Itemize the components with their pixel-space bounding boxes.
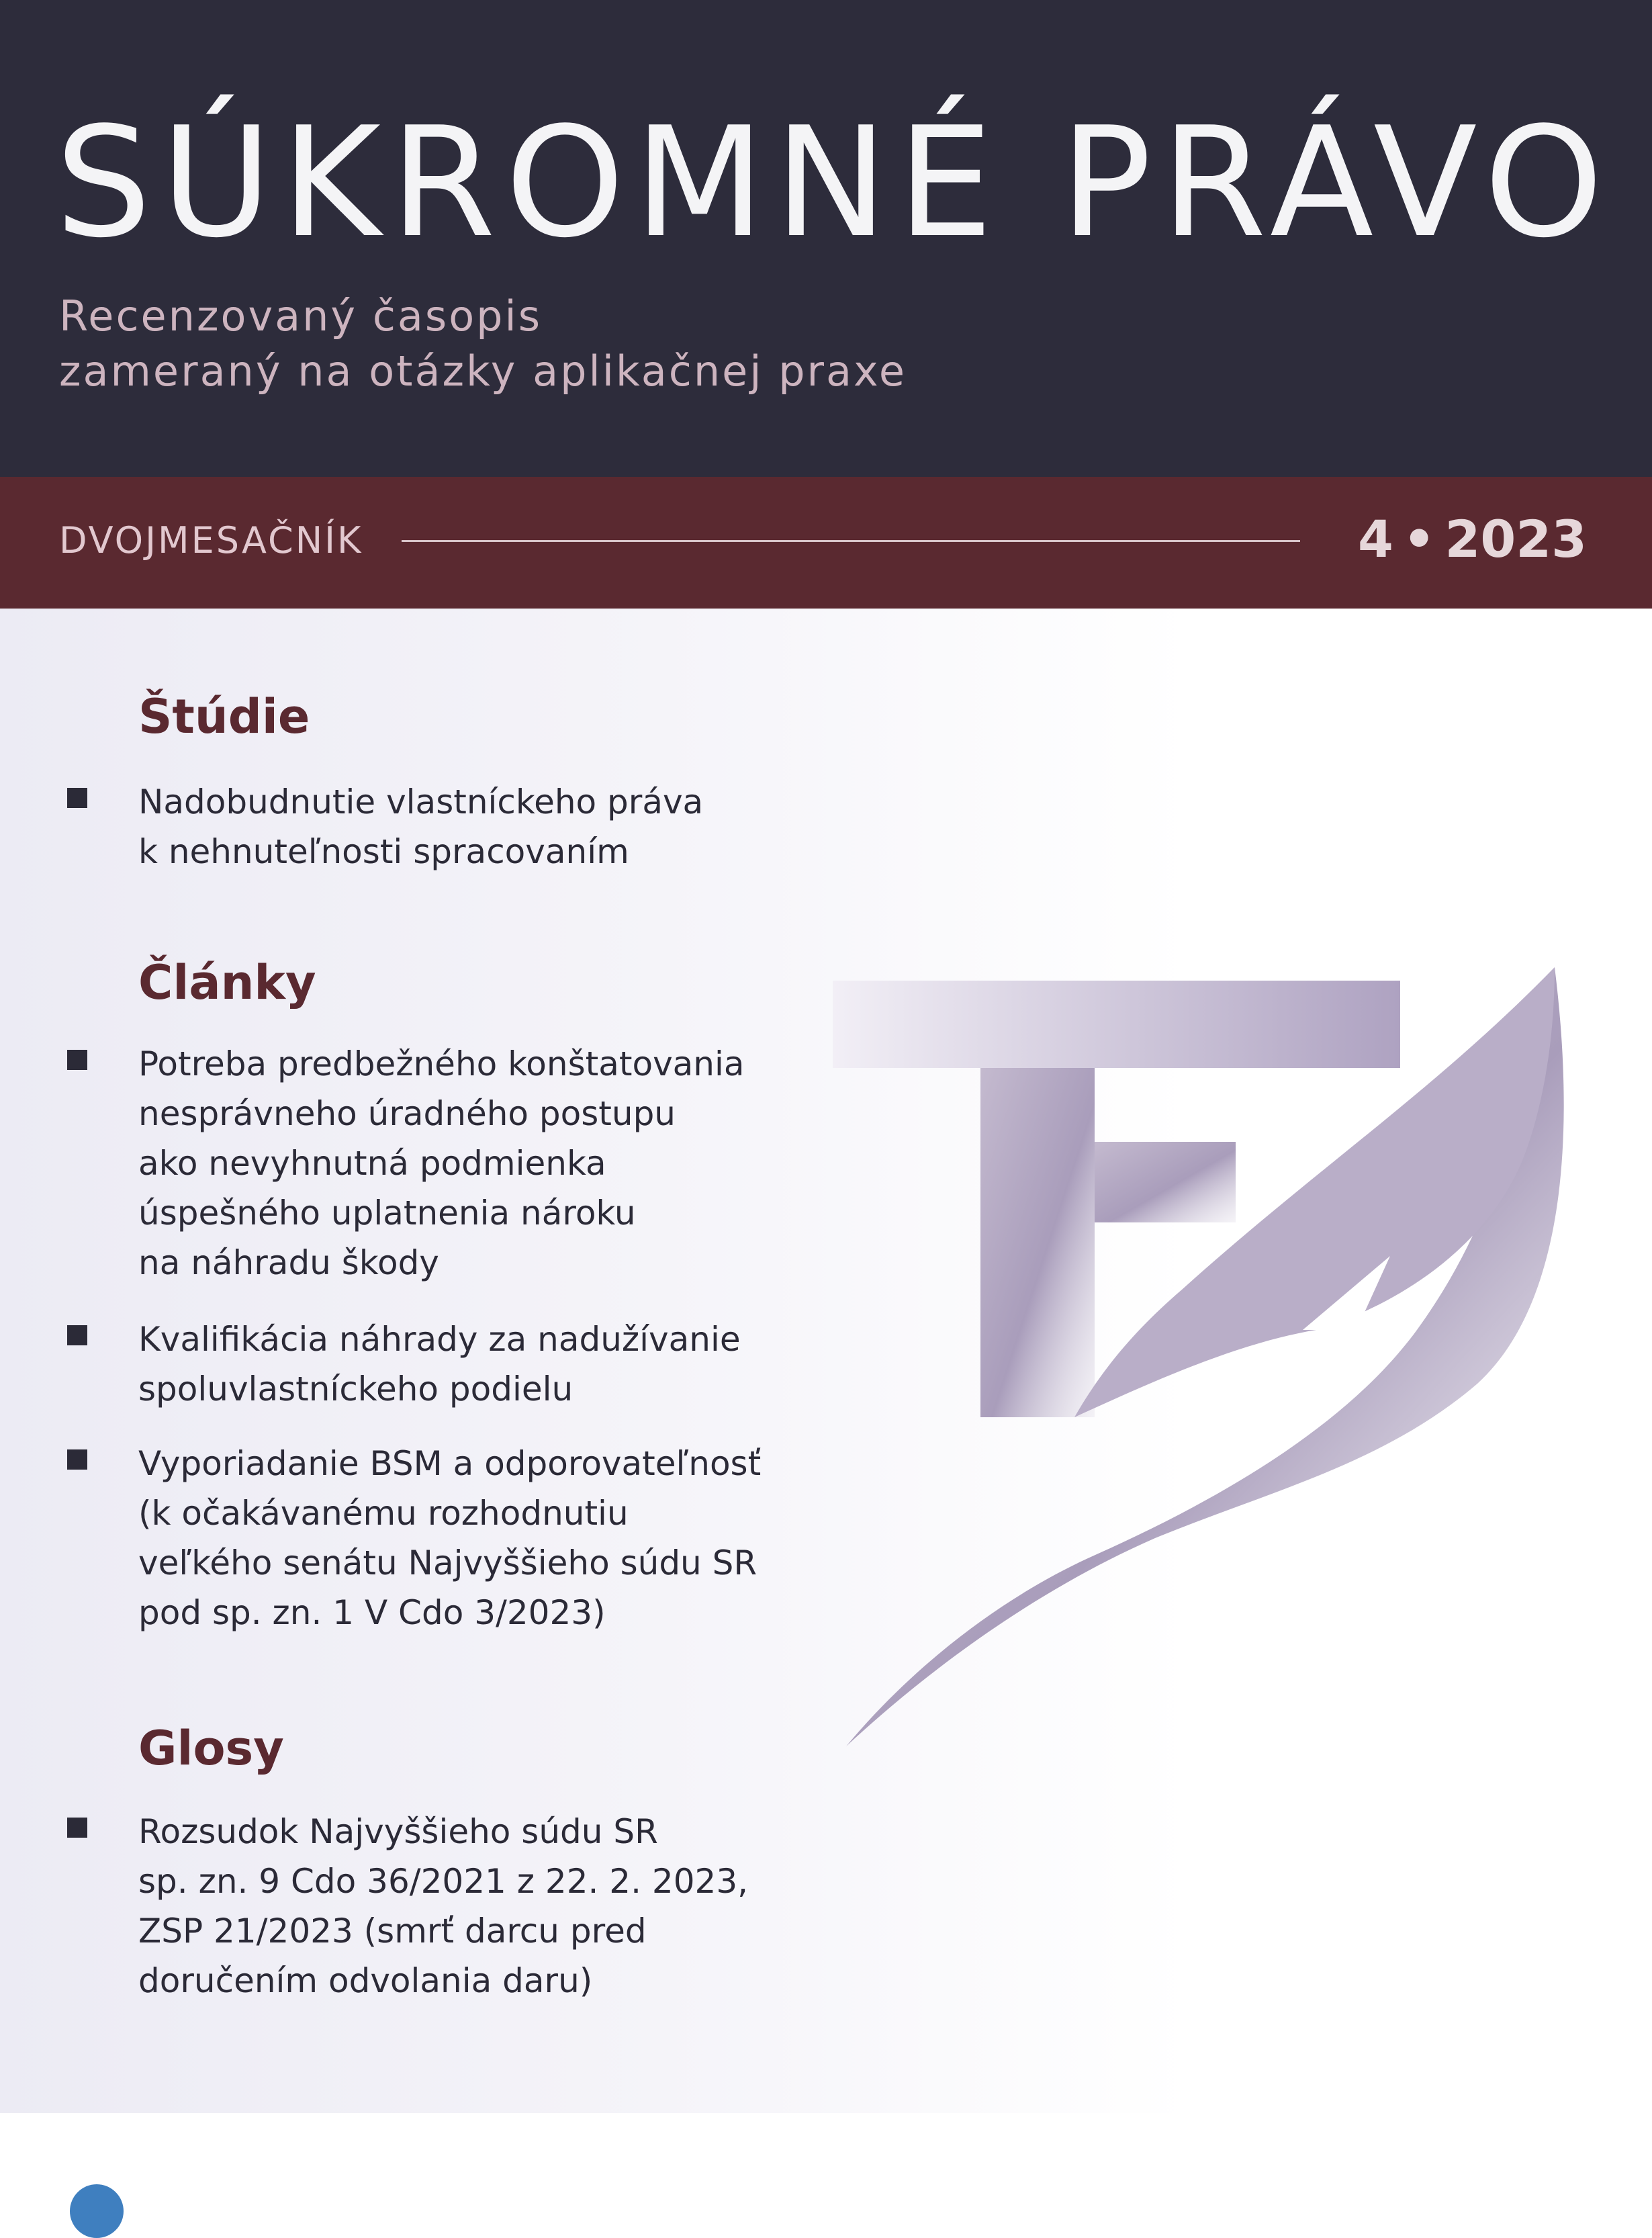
square-bullet-icon bbox=[67, 1050, 87, 1070]
article-title: Potreba predbežného konštatovania nesprávneho úradného postupu ako nevyhnutná podmienka úspešného uplatnenia nároku na náhradu škody bbox=[138, 1044, 745, 1282]
section-heading-glosy: Glosy bbox=[138, 1721, 284, 1776]
issue-bar-divider bbox=[402, 540, 1300, 542]
journal-title: SÚKROMNÉ PRÁVO bbox=[55, 95, 1613, 271]
article-title: Vyporiadanie BSM a odporovateľnosť (k očakávanému rozhodnutiu veľkého senátu Najvyššieho súdu SR pod sp. zn. 1 V Cdo 3/2023) bbox=[138, 1444, 762, 1632]
article-title: Nadobudnutie vlastníckeho práva k nehnuteľnosti spracovaním bbox=[138, 782, 704, 871]
issue-number-value: 4 bbox=[1358, 509, 1393, 569]
globe-icon bbox=[70, 2184, 124, 2238]
article-title: Kvalifikácia náhrady za nadužívanie spoluvlastníckeho podielu bbox=[138, 1320, 741, 1408]
square-bullet-icon bbox=[67, 788, 87, 808]
issue-number bbox=[1358, 509, 1587, 569]
square-bullet-icon bbox=[67, 1449, 87, 1470]
quill-t-logo-icon bbox=[833, 954, 1592, 1760]
journal-subtitle-line1: Recenzovaný časopis bbox=[59, 292, 543, 341]
square-bullet-icon bbox=[67, 1325, 87, 1345]
frequency-label: DVOJMESAČNÍK bbox=[59, 519, 363, 562]
square-bullet-icon bbox=[67, 1818, 87, 1838]
issue-separator: • bbox=[1402, 509, 1436, 569]
issue-year: 2023 bbox=[1444, 509, 1587, 569]
section-heading-studie: Štúdie bbox=[138, 689, 310, 744]
journal-subtitle-line2: zameraný na otázky aplikačnej praxe bbox=[59, 347, 907, 396]
section-heading-clanky: Články bbox=[138, 955, 316, 1010]
article-title: Rozsudok Najvyššieho súdu SR sp. zn. 9 Cdo 36/2021 z 22. 2. 2023, ZSP 21/2023 (smrť darcu pred doručením odvolania daru) bbox=[138, 1812, 749, 2000]
